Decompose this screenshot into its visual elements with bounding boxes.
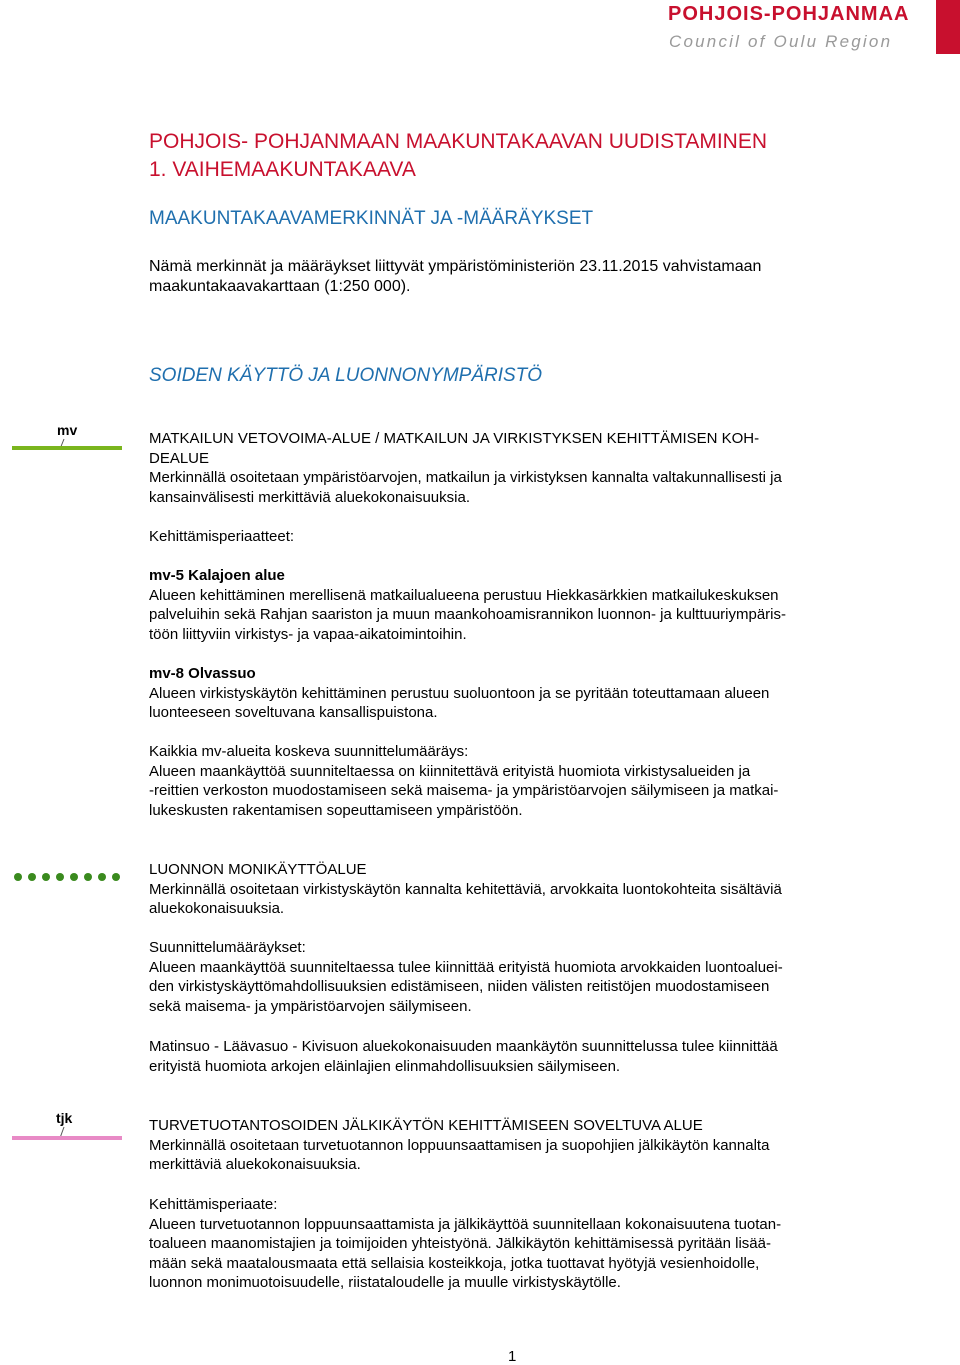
tjk-symbol-label: tjk xyxy=(56,1110,73,1126)
logo-subtitle: Council of Oulu Region xyxy=(669,32,893,51)
document-title-line2: 1. VAIHEMAAKUNTAKAAVA xyxy=(149,158,416,181)
mv5-text: palveluihin sekä Rahjan saariston ja muun maankohoamisrannikon luonnon- ja kulttuuriympäris- xyxy=(149,606,787,623)
mv-description: Merkinnällä osoitetaan ympäristöarvojen, matkailun ja virkistyksen kannalta valtakunnallisesti ja xyxy=(149,469,782,486)
mv8-text: Alueen virkistyskäytön kehittäminen perustuu suoluontoon ja se pyritään toteuttamaan alueen xyxy=(149,684,770,702)
mv5-block xyxy=(149,566,875,644)
mv5-text: töön liittyviin virkistys- ja vapaa-aikatoimintoihin. xyxy=(149,625,467,643)
document-title-line1: POHJOIS- POHJANMAAN MAAKUNTAKAAVAN UUDISTAMINEN xyxy=(149,130,768,153)
luonnon-planning-label: Suunnittelumääräykset: xyxy=(149,939,306,956)
luonnon-note-text: Matinsuo - Läävasuo - Kivisuon aluekokonaisuuden maankäytön suunnittelussa tulee kiinnittää xyxy=(149,1038,778,1055)
luonnon-planning-text: den virkistyskäyttömahdollisuuksien edistämiseen, niiden välisten reitistöjen muodostamiseen xyxy=(149,978,770,995)
mv5-text: Alueen kehittäminen merellisenä matkailualueena perustuu Hiekkasärkkien matkailukeskuksen xyxy=(149,586,779,604)
tjk-principle-block xyxy=(149,1195,875,1293)
tjk-symbol xyxy=(12,1110,122,1142)
section-heading: SOIDEN KÄYTTÖ JA LUONNONYMPÄRISTÖ xyxy=(149,365,543,386)
tjk-description: merkittäviä aluekokonaisuuksia. xyxy=(149,1156,361,1173)
tjk-symbol-line xyxy=(12,1110,122,1142)
mv-planning-label: Kaikkia mv-alueita koskeva suunnittelumääräys: xyxy=(149,743,469,760)
luonnon-section xyxy=(149,860,875,919)
mv5-title: mv-5 Kalajoen alue xyxy=(149,567,285,584)
tjk-section xyxy=(149,1116,875,1175)
tjk-principle-text: toalueen maanomistajien ja toimijoiden yhteistyönä. Jälkikäytön kehittämisessä pyritään lisää- xyxy=(149,1235,771,1252)
logo-title: POHJOIS-POHJANMAA xyxy=(668,3,910,25)
mv-symbol-line xyxy=(12,422,122,452)
mv-planning-block xyxy=(149,742,875,820)
mv-symbol xyxy=(12,422,122,452)
tjk-principle-text: mään sekä maatalousmaata että sellaisia kosteikkoja, jotka tuottavat hyötyjä vesienhoidolle, xyxy=(149,1254,760,1272)
luonnon-planning-block xyxy=(149,938,875,1016)
mv-symbol-label: mv xyxy=(57,422,78,438)
mv-description: kansainvälisesti merkittäviä aluekokonaisuuksia. xyxy=(149,488,470,506)
mv-planning-text: lukeskusten rakentamisen sopeuttamiseen ympäristöön. xyxy=(149,801,523,819)
intro-text xyxy=(149,257,875,297)
tjk-heading: TURVETUOTANTOSOIDEN JÄLKIKÄYTÖN KEHITTÄMISEEN SOVELTUVA ALUE xyxy=(149,1117,703,1134)
document-subtitle: MAAKUNTAKAAVAMERKINNÄT JA -MÄÄRÄYKSET xyxy=(149,208,594,229)
luonnon-planning-text: sekä maisema- ja ympäristöarvojen säilymiseen. xyxy=(149,997,472,1015)
mv8-block xyxy=(149,664,875,723)
mv-heading: DEALUE xyxy=(149,449,210,467)
mv-heading: MATKAILUN VETOVOIMA-ALUE / MATKAILUN JA VIRKISTYKSEN KEHITTÄMISEN KOH- xyxy=(149,430,760,447)
logo-bar xyxy=(936,0,960,54)
luonnon-planning-text: Alueen maankäyttöä suunniteltaessa tulee kiinnittää erityistä huomiota arvokkaiden luontoaluei- xyxy=(149,958,783,976)
tjk-principle-text: Alueen turvetuotannon loppuunsaattamista ja jälkikäyttöä suunnitellaan kokonaisuutena tuotan- xyxy=(149,1215,782,1233)
luonnon-description: Merkinnällä osoitetaan virkistyskäytön kannalta kehitettäviä, arvokkaita luontokohteita sisältäviä xyxy=(149,880,782,898)
mv-planning-text: Alueen maankäyttöä suunniteltaessa on kiinnitettävä erityistä huomiota virkistysalueiden ja xyxy=(149,762,751,780)
tjk-principle-text: luonnon monimuotoisuudelle, riistataloudelle ja muulle virkistyskäytölle. xyxy=(149,1274,621,1291)
luonnon-heading: LUONNON MONIKÄYTTÖALUE xyxy=(149,861,367,878)
luonnon-description: aluekokonaisuuksia. xyxy=(149,900,285,917)
luonnon-note-text: erityistä huomiota arkojen eläinlajien elinmahdollisuuksien säilymiseen. xyxy=(149,1057,621,1075)
intro-line: Nämä merkinnät ja määräykset liittyvät ympäristöministeriön 23.11.2015 vahvistamaan xyxy=(149,258,762,275)
mv8-text: luonteeseen soveltuvana kansallispuistona. xyxy=(149,704,438,721)
luonnon-note xyxy=(149,1037,875,1076)
page-number: 1 xyxy=(508,1348,517,1365)
luonnon-dot-symbol xyxy=(12,870,122,884)
mv-section xyxy=(149,429,875,507)
tjk-principle-label: Kehittämisperiaate: xyxy=(149,1196,278,1213)
mv-planning-text: -reittien verkoston muodostamiseen sekä maisema- ja ympäristöarvojen säilymiseen ja matkai- xyxy=(149,782,779,799)
mv8-title: mv-8 Olvassuo xyxy=(149,665,256,682)
tjk-description: Merkinnällä osoitetaan turvetuotannon loppuunsaattamisen ja suopohjien jälkikäytön kannalta xyxy=(149,1136,770,1154)
mv-principles-label: Kehittämisperiaatteet: xyxy=(149,528,295,545)
intro-line: maakuntakaavakarttaan (1:250 000). xyxy=(149,278,411,295)
